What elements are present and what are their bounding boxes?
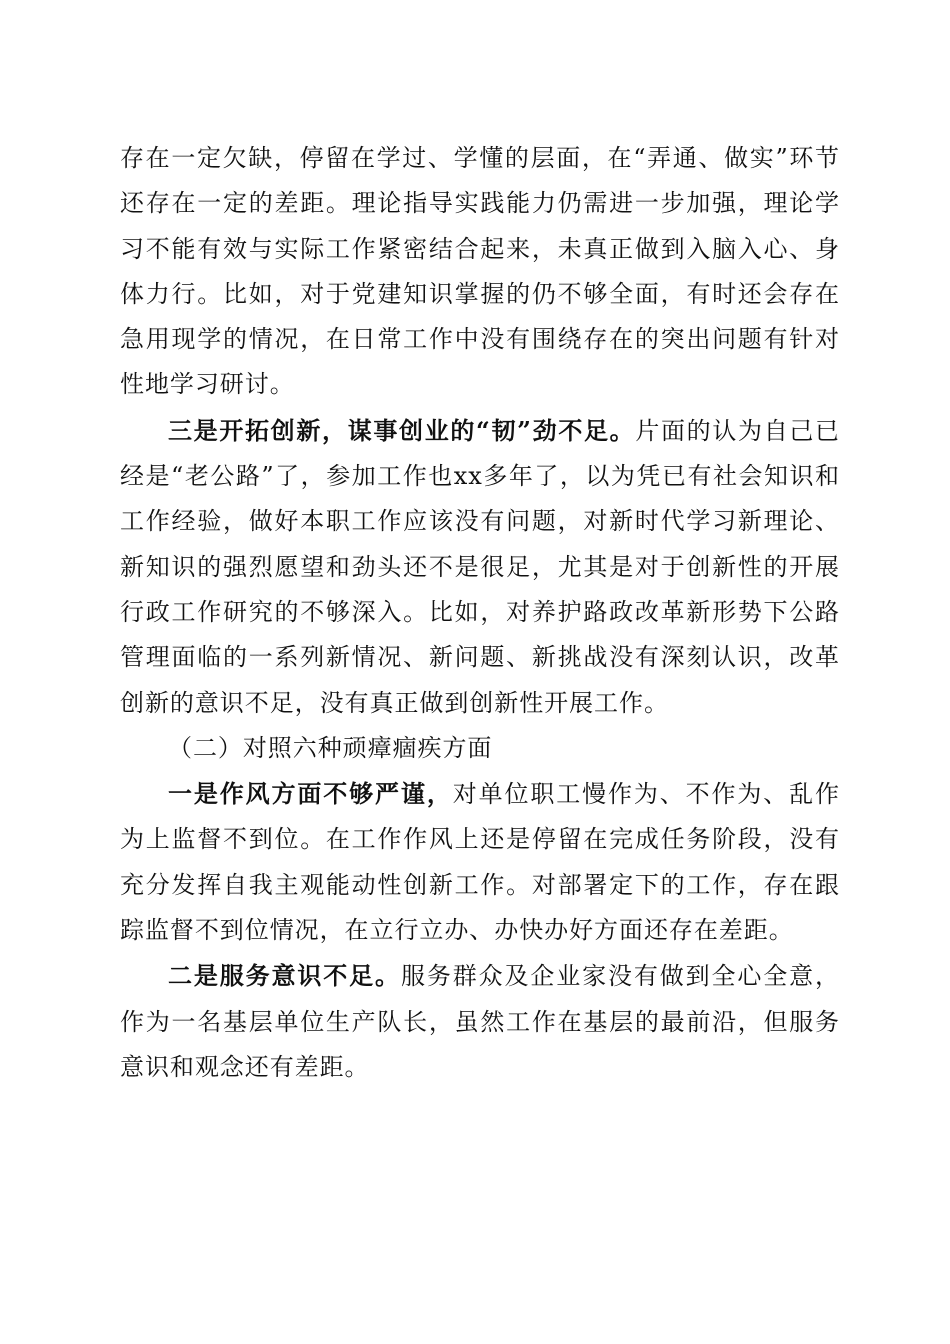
paragraph-text: 片面的认为自己已经是“老公路”了，参加工作也xx多年了，以为凭已有社会知识和工作经验，做好本职工作应该没有问题，对新时代学习新理论、新知识的强烈愿望和劲头还不是很足，尤其是对于创新性的开展行政工作研究的不够深入。比如，对养护路政改革新形势下公路管理面临的一系列新情况、新问题、新挑战没有深刻认识，改革创新的意识不足，没有真正做到创新性开展工作。: [120, 416, 840, 717]
paragraph-lead: 三是开拓创新，谋事创业的“韧”劲不足。: [168, 415, 636, 445]
paragraph-work-style: [120, 771, 840, 953]
paragraph-lead: 一是作风方面不够严谨，: [168, 779, 453, 809]
paragraph-lead: 二是服务意识不足。: [168, 961, 401, 991]
paragraph-text: 对单位职工慢作为、不作为、乱作为上监督不到位。在工作作风上还是停留在完成任务阶段，没有充分发挥自我主观能动性创新工作。对部署定下的工作，存在跟踪监督不到位情况，在立行立办、办快办好方面还存在差距。: [120, 780, 840, 945]
paragraph-service: [120, 953, 840, 1090]
paragraph-text: 存在一定欠缺，停留在学过、学懂的层面，在“弄通、做实”环节还存在一定的差距。理论指导实践能力仍需进一步加强，理论学习不能有效与实际工作紧密结合起来，未真正做到入脑入心、身体力行。比如，对于党建知识掌握的仍不够全面，有时还会存在急用现学的情况，在日常工作中没有围绕存在的突出问题有针对性地学习研讨。: [120, 144, 840, 399]
paragraph-innovation: [120, 408, 840, 726]
paragraph-text: 服务群众及企业家没有做到全心全意，作为一名基层单位生产队长，虽然工作在基层的最前沿，但服务意识和观念还有差距。: [120, 962, 840, 1081]
document-body: [120, 135, 840, 1090]
section-heading: （二）对照六种顽瘴痼疾方面: [168, 733, 493, 762]
paragraph-continuation: [120, 135, 840, 408]
